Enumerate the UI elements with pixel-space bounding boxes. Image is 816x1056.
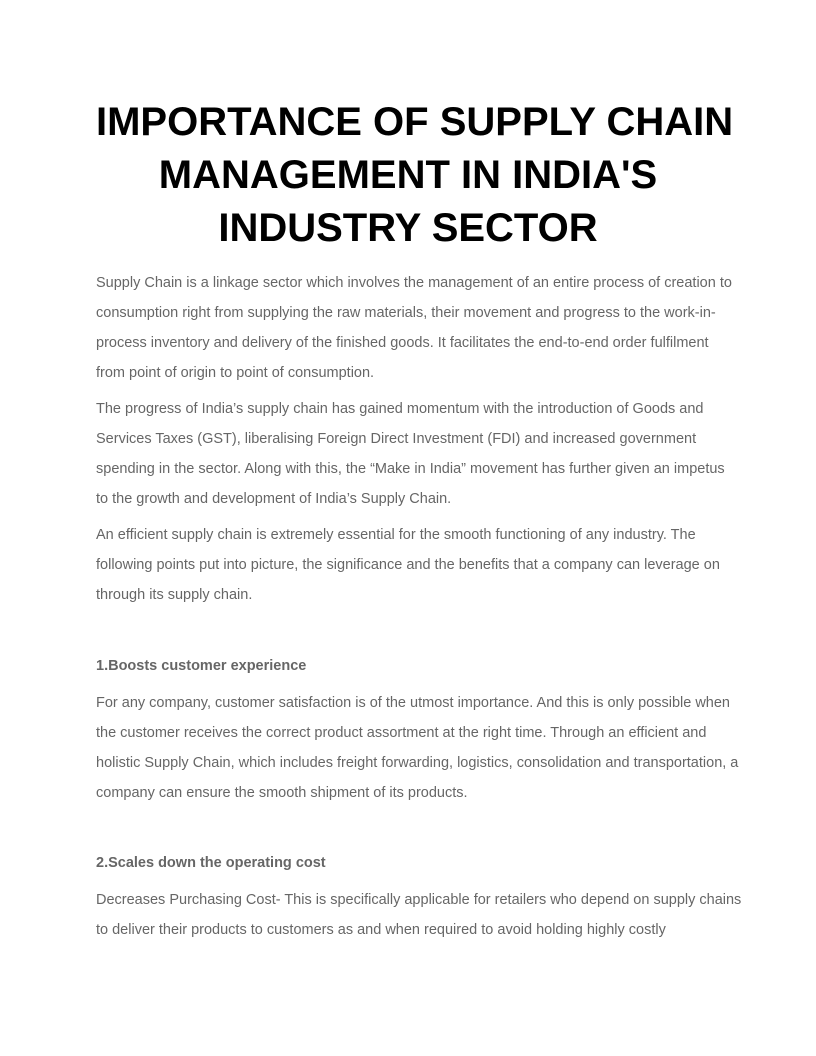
paragraph-line: Decreases Purchasing Cost- This is specifically applicable for retailers who depend on supply chains: [96, 892, 742, 908]
title-line: IMPORTANCE OF SUPPLY CHAIN: [96, 100, 734, 144]
paragraph-line: For any company, customer satisfaction is of the utmost importance. And this is only possible when: [96, 695, 730, 711]
paragraph-line: to deliver their products to customers as and when required to avoid holding highly costly: [96, 922, 666, 938]
paragraph-line: to the growth and development of India’s Supply Chain.: [96, 491, 452, 507]
title-line: INDUSTRY SECTOR: [218, 206, 598, 250]
paragraph-line: process inventory and delivery of the finished goods. It facilitates the end-to-end order fulfilment: [96, 335, 709, 351]
progress-paragraph: [96, 394, 724, 514]
paragraph-line: the customer receives the correct product assortment at the right time. Through an efficient and: [96, 725, 707, 741]
efficiency-paragraph: [96, 520, 724, 610]
section-heading-operating-cost: 2.Scales down the operating cost: [96, 855, 326, 871]
document-title: [96, 96, 734, 255]
section-paragraph-operating-cost: [96, 885, 742, 945]
paragraph-line: through its supply chain.: [96, 587, 253, 603]
intro-paragraph: [96, 268, 732, 388]
paragraph-line: from point of origin to point of consumption.: [96, 365, 375, 381]
paragraph-line: Services Taxes (GST), liberalising Foreign Direct Investment (FDI) and increased government: [96, 431, 697, 447]
title-line: MANAGEMENT IN INDIA'S: [158, 153, 658, 197]
paragraph-line: Supply Chain is a linkage sector which involves the management of an entire process of creation to: [96, 275, 732, 291]
paragraph-line: The progress of India’s supply chain has gained momentum with the introduction of Goods and: [96, 401, 704, 417]
section-paragraph-customer-experience: [96, 688, 739, 808]
paragraph-line: An efficient supply chain is extremely essential for the smooth functioning of any industry. The: [96, 527, 696, 543]
paragraph-line: consumption right from supplying the raw materials, their movement and progress to the work-in-: [96, 305, 716, 321]
paragraph-line: spending in the sector. Along with this, the “Make in India” movement has further given an impetus: [96, 461, 725, 477]
paragraph-line: following points put into picture, the significance and the benefits that a company can leverage on: [96, 557, 720, 573]
paragraph-line: holistic Supply Chain, which includes freight forwarding, logistics, consolidation and transportation, a: [96, 755, 739, 771]
section-heading-customer-experience: 1.Boosts customer experience: [96, 658, 307, 674]
paragraph-line: company can ensure the smooth shipment of its products.: [96, 785, 468, 801]
